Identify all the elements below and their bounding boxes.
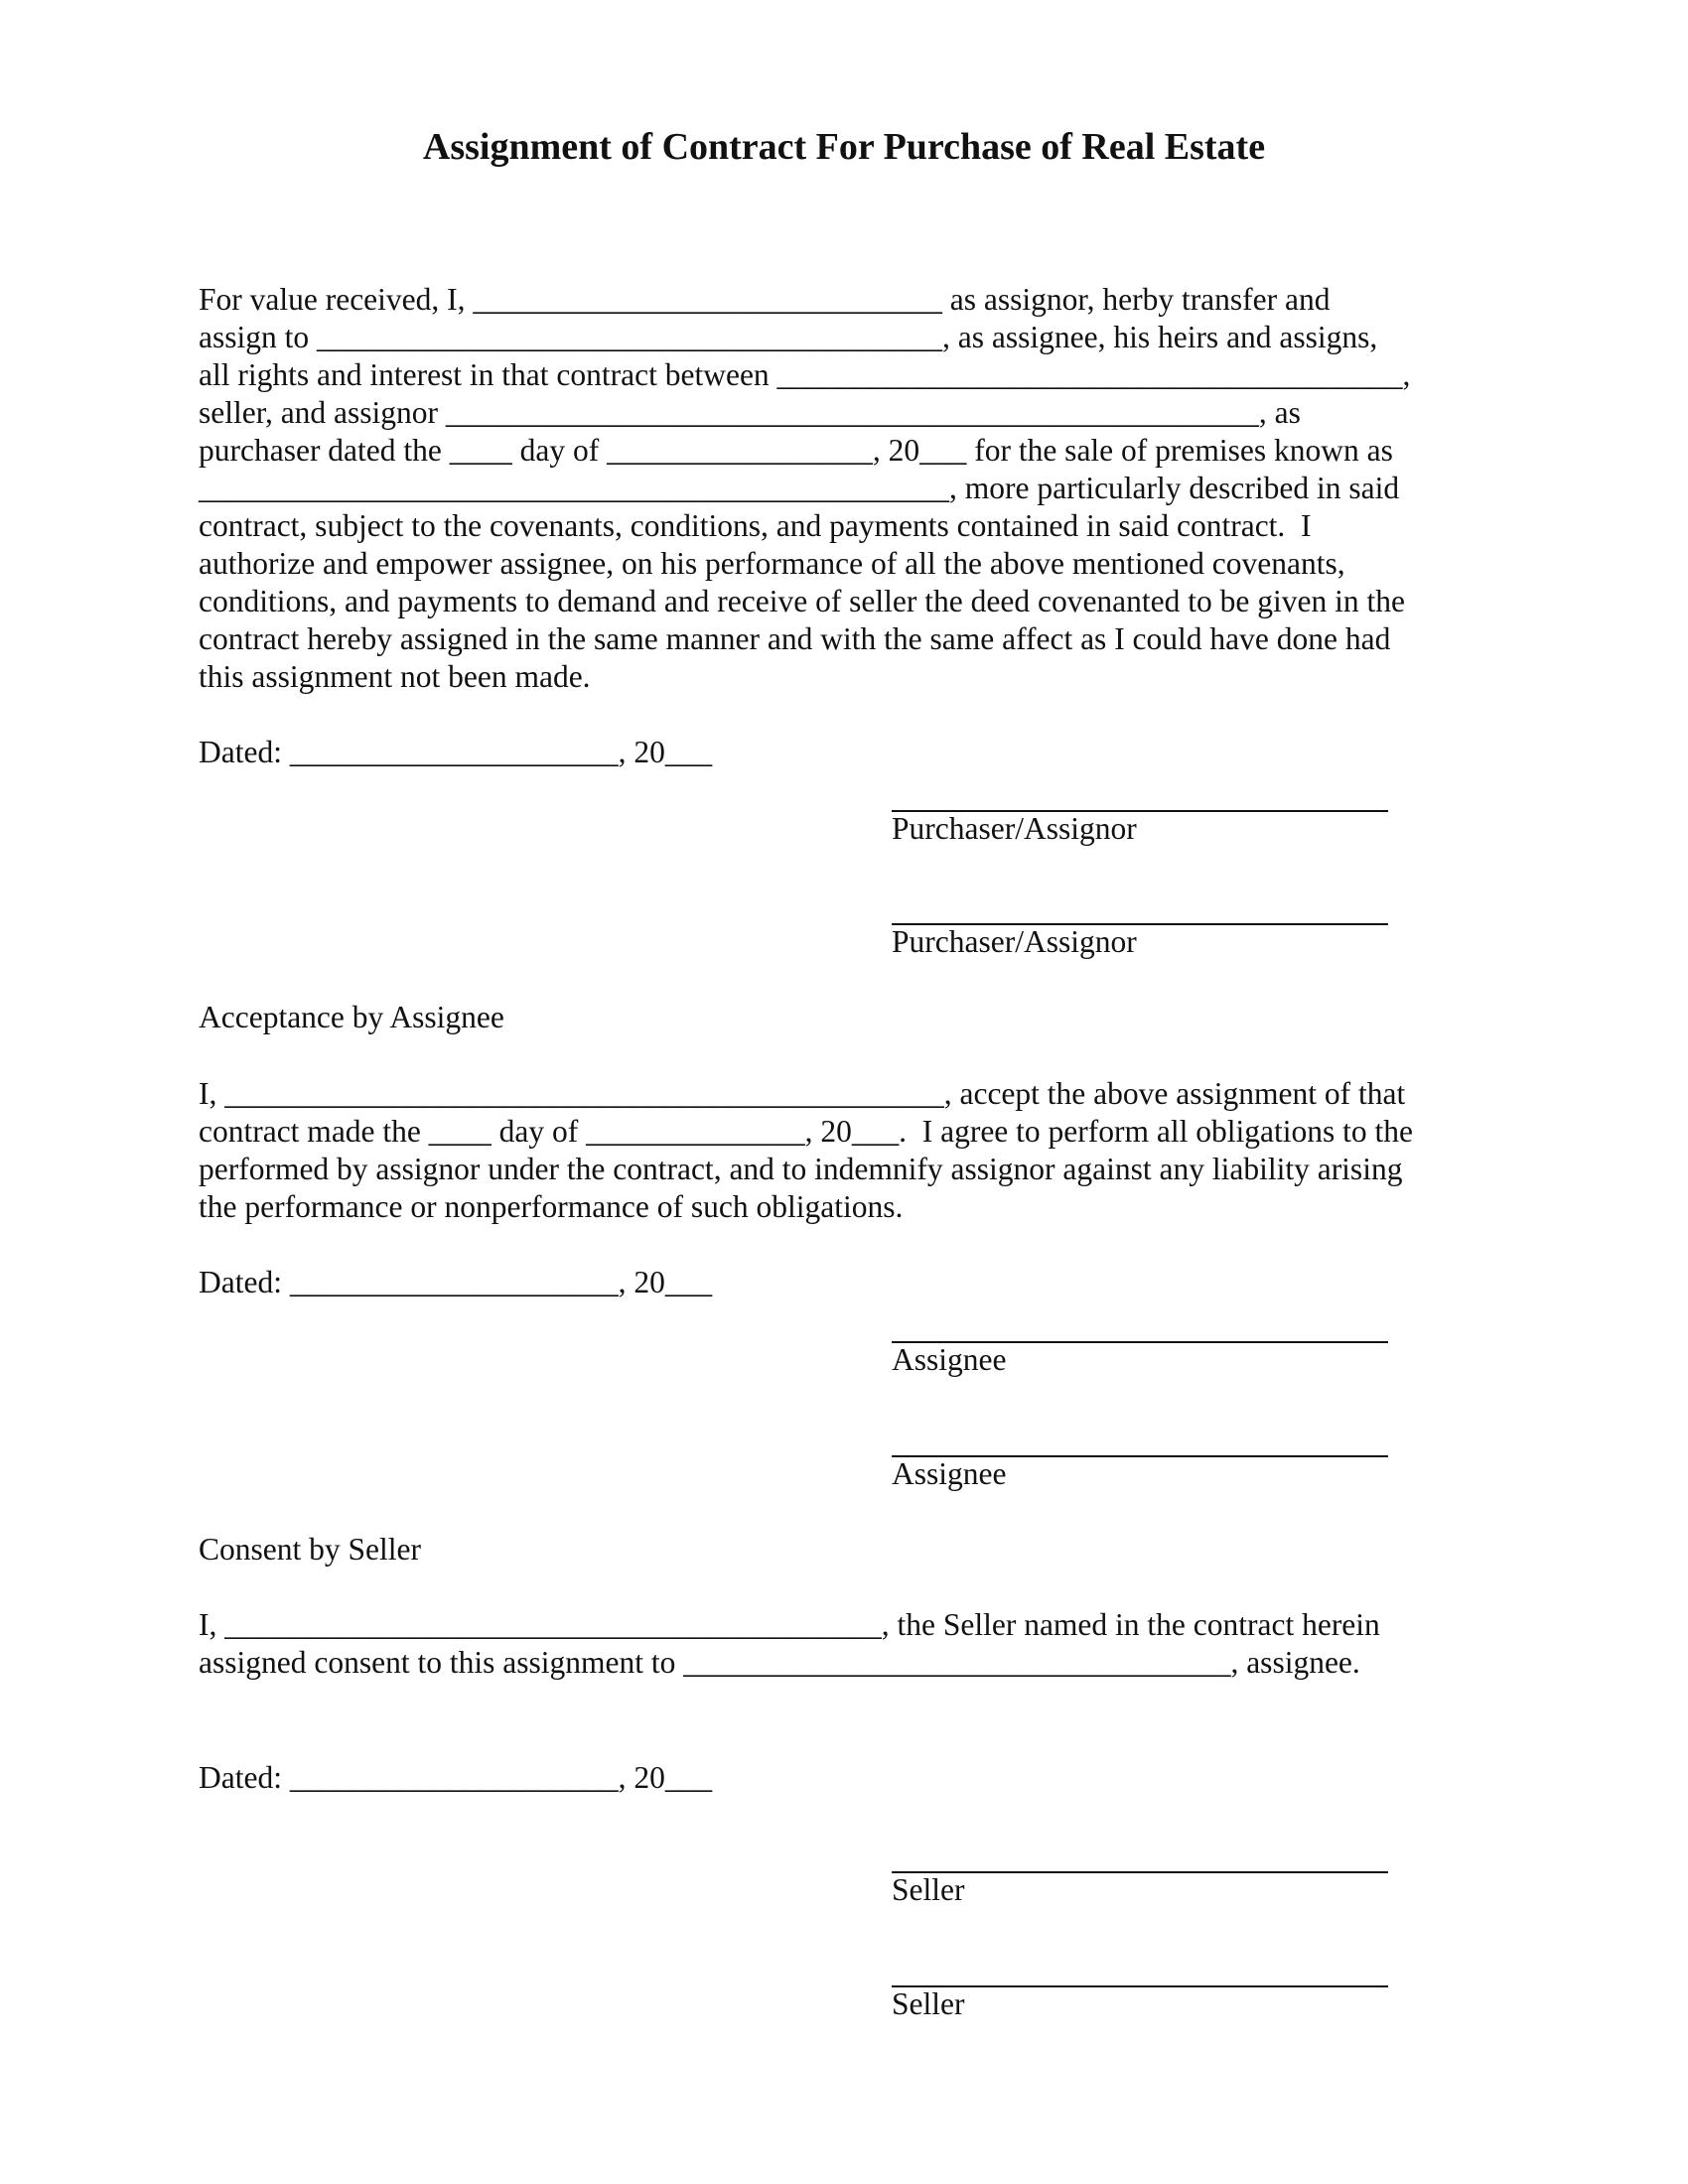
acceptance-line: the performance or nonperformance of such obligations. — [199, 1189, 904, 1224]
consent-line: assigned consent to this assignment to ___________________________________, assignee. — [199, 1645, 1360, 1680]
assignment-line: purchaser dated the ____ day of _________________, 20___ for the sale of premises known as — [199, 433, 1393, 468]
purchaser-assignor-label: Purchaser/Assignor — [892, 924, 1137, 959]
consent-heading: Consent by Seller — [199, 1532, 421, 1567]
assignment-line: authorize and empower assignee, on his performance of all the above mentioned covenants, — [199, 546, 1345, 581]
seller-label: Seller — [892, 1872, 965, 1907]
signature-line — [892, 1871, 1388, 1873]
acceptance-line: performed by assignor under the contract, and to indemnify assignor against any liability arising — [199, 1152, 1403, 1186]
assignment-line: all rights and interest in that contract between ________________________________________, — [199, 357, 1411, 392]
acceptance-heading: Acceptance by Assignee — [199, 1000, 504, 1034]
document-title: Assignment of Contract For Purchase of Real Estate — [422, 126, 1266, 168]
assignment-line: seller, and assignor ____________________________________________________, as — [199, 395, 1301, 430]
assignment-line: conditions, and payments to demand and receive of seller the deed covenanted to be given in the — [199, 584, 1405, 618]
signature-line — [892, 1985, 1388, 1987]
assignee-label: Assignee — [892, 1342, 1007, 1377]
acceptance-line: I, ______________________________________________, accept the above assignment of that — [199, 1076, 1406, 1111]
assignment-line: this assignment not been made. — [199, 659, 591, 694]
dated-line: Dated: _____________________, 20___ — [199, 1760, 713, 1795]
acceptance-line: contract made the ____ day of ______________, 20___. I agree to perform all obligations to the — [199, 1114, 1413, 1149]
assignment-line: contract hereby assigned in the same manner and with the same affect as I could have done had — [199, 621, 1391, 656]
assignment-line: assign to ________________________________________, as assignee, his heirs and assigns, — [199, 320, 1378, 354]
assignment-line: ________________________________________________, more particularly described in said — [199, 471, 1400, 505]
dated-line: Dated: _____________________, 20___ — [199, 1265, 713, 1299]
assignment-line: For value received, I, ______________________________ as assignor, herby transfer and — [199, 282, 1331, 317]
assignment-line: contract, subject to the covenants, conditions, and payments contained in said contract. I — [199, 508, 1312, 543]
seller-label: Seller — [892, 1986, 965, 2021]
purchaser-assignor-label: Purchaser/Assignor — [892, 811, 1137, 846]
consent-line: I, __________________________________________, the Seller named in the contract herein — [199, 1607, 1380, 1642]
dated-line: Dated: _____________________, 20___ — [199, 735, 713, 769]
assignee-label: Assignee — [892, 1456, 1007, 1491]
